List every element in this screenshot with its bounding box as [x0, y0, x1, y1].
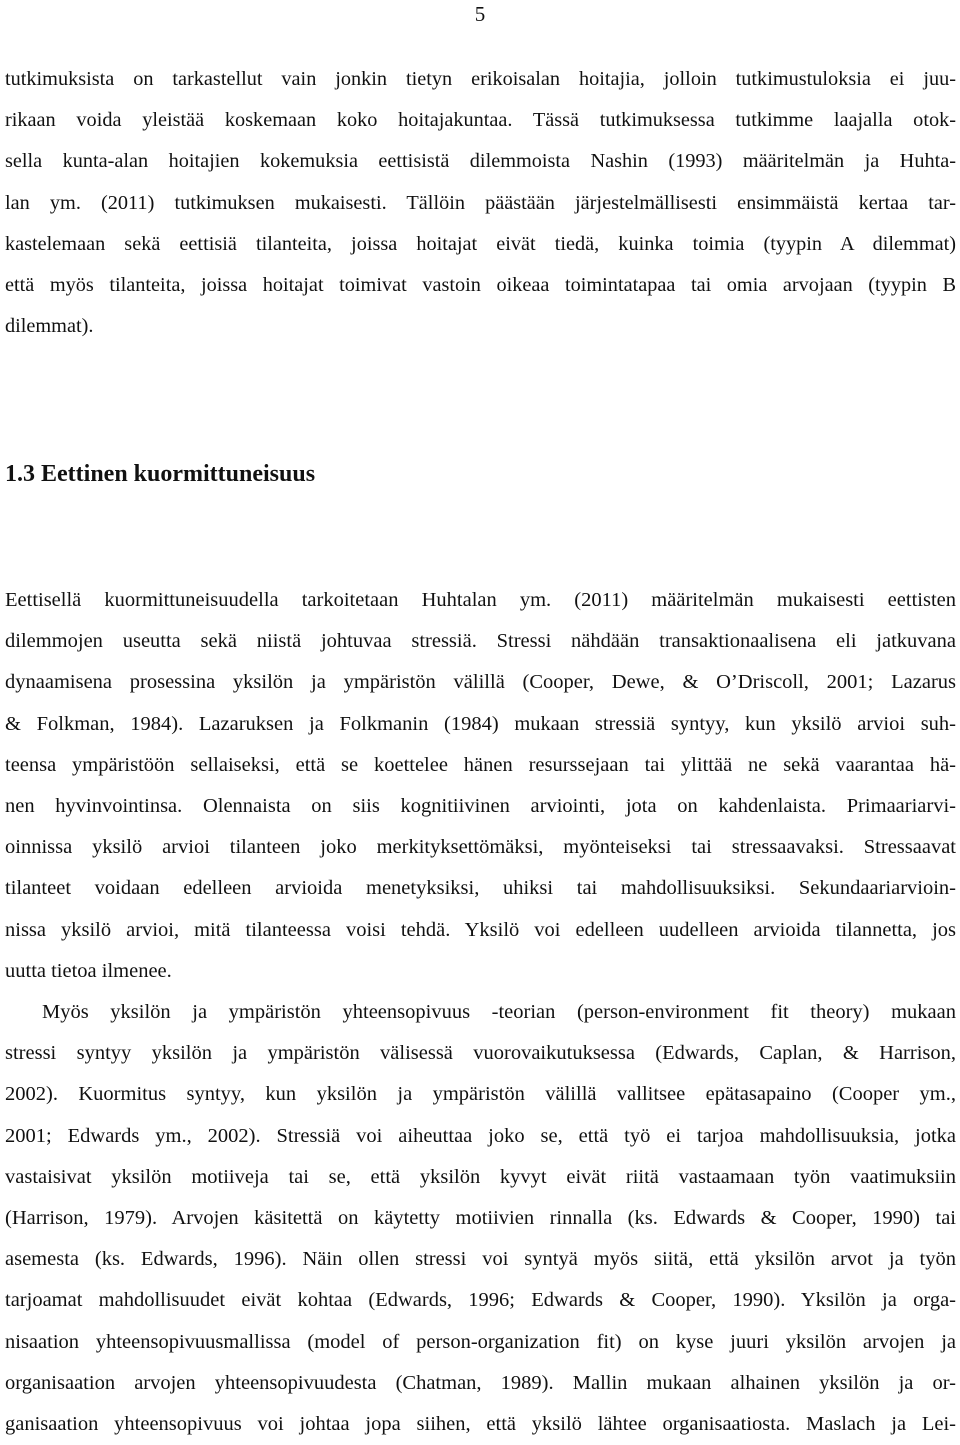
- paragraph-3: [5, 992, 956, 1445]
- text-line: lan ym. (2011) tutkimuksen mukaisesti. Tällöin päästään järjestelmällisesti ensimmäistä kertaa tar-: [5, 191, 956, 214]
- text-line: tutkimuksista on tarkastellut vain jonkin tietyn erikoisalan hoitajia, jolloin tutkimustuloksia ei juu-: [5, 68, 956, 90]
- text-line: että myös tilanteita, joissa hoitajat toimivat vastoin oikeaa toimintatapaa tai omia arvojaan (tyypin B: [5, 274, 956, 297]
- text-line: ganisaation yhteensopivuus voi johtaa jopa siihen, että yksilö lähtee organisaatiosta. Maslach ja Lei-: [5, 1413, 956, 1436]
- text-line: dynaamisena prosessina yksilön ja ympäristön välillä (Cooper, Dewe, & O’Driscoll, 2001; Lazarus: [5, 671, 956, 694]
- text-line: tilanteet voidaan edelleen arvioida menetyksiksi, uhiksi tai mahdollisuuksiksi. Sekundaariarvioin-: [5, 877, 956, 900]
- text-line: (Harrison, 1979). Arvojen käsitettä on käytetty motiivien rinnalla (ks. Edwards & Cooper, 1990) tai: [5, 1207, 956, 1230]
- text-line: dilemmat).: [5, 315, 94, 338]
- paragraph-2: [5, 580, 956, 992]
- text-line: 2001; Edwards ym., 2002). Stressiä voi aiheuttaa joko se, että työ ei tarjoa mahdollisuuksia, jotka: [5, 1124, 956, 1147]
- text-line: stressi syntyy yksilön ja ympäristön välisessä vuorovaikutuksessa (Edwards, Caplan, & Harrison,: [5, 1042, 956, 1065]
- text-line: teensa ympäristöön sellaiseksi, että se koettelee hänen resurssejaan tai ylittää ne sekä vaarantaa hä-: [5, 753, 956, 776]
- text-line: rikaan voida yleistää koskemaan koko hoitajakuntaa. Tässä tutkimuksessa tutkimme laajalla otok-: [5, 109, 956, 132]
- text-line: uutta tietoa ilmenee.: [5, 959, 172, 982]
- paragraph-1: [5, 59, 956, 347]
- text-line: sella kunta-alan hoitajien kokemuksia eettisistä dilemmoista Nashin (1993) määritelmän ja Huhta-: [5, 150, 956, 173]
- text-line: asemesta (ks. Edwards, 1996). Näin ollen stressi voi syntyä myös siitä, että yksilön arvot ja työn: [5, 1248, 956, 1271]
- text-line: nen hyvinvointinsa. Olennaista on siis kognitiivinen arviointi, jota on kahdenlaista. Primaariarvi-: [5, 795, 956, 818]
- text-line: dilemmojen useutta sekä niistä johtuvaa stressiä. Stressi nähdään transaktionaalisena eli jatkuvana: [5, 630, 956, 653]
- text-line: tarjoamat mahdollisuudet eivät kohtaa (Edwards, 1996; Edwards & Cooper, 1990). Yksilön ja orga-: [5, 1289, 956, 1312]
- text-line: Myös yksilön ja ympäristön yhteensopivuus -teorian (person-environment fit theory) mukaan: [42, 1001, 956, 1023]
- text-line: vastaisivat yksilön motiiveja tai se, että yksilön kyvyt eivät riitä vastaamaan työn vaatimuksiin: [5, 1165, 956, 1188]
- text-line: oinnissa yksilö arvioi tilanteen joko merkityksettömäksi, myönteiseksi tai stressaavaksi. Stressaavat: [5, 836, 956, 859]
- text-line: 2002). Kuormitus syntyy, kun yksilön ja ympäristön välillä vallitsee epätasapaino (Cooper ym.,: [5, 1083, 956, 1106]
- page-number: 5: [474, 2, 486, 26]
- text-line: Eettisellä kuormittuneisuudella tarkoitetaan Huhtalan ym. (2011) määritelmän mukaisesti eettisten: [5, 589, 956, 611]
- section-heading: 1.3 Eettinen kuormittuneisuus: [5, 461, 316, 487]
- text-line: nissa yksilö arvioi, mitä tilanteessa voisi tehdä. Yksilö voi edelleen uudelleen arvioida tilannetta, jos: [5, 918, 956, 941]
- text-line: organisaation arvojen yhteensopivuudesta (Chatman, 1989). Mallin mukaan alhainen yksilön ja or-: [5, 1371, 956, 1394]
- text-line: nisaation yhteensopivuusmallissa (model of person-organization fit) on kyse juuri yksilön arvojen ja: [5, 1330, 956, 1353]
- text-line: kastelemaan sekä eettisiä tilanteita, joissa hoitajat eivät tiedä, kuinka toimia (tyypin A dilemmat): [5, 232, 956, 255]
- text-line: & Folkman, 1984). Lazaruksen ja Folkmanin (1984) mukaan stressiä syntyy, kun yksilö arvioi suh-: [5, 712, 956, 735]
